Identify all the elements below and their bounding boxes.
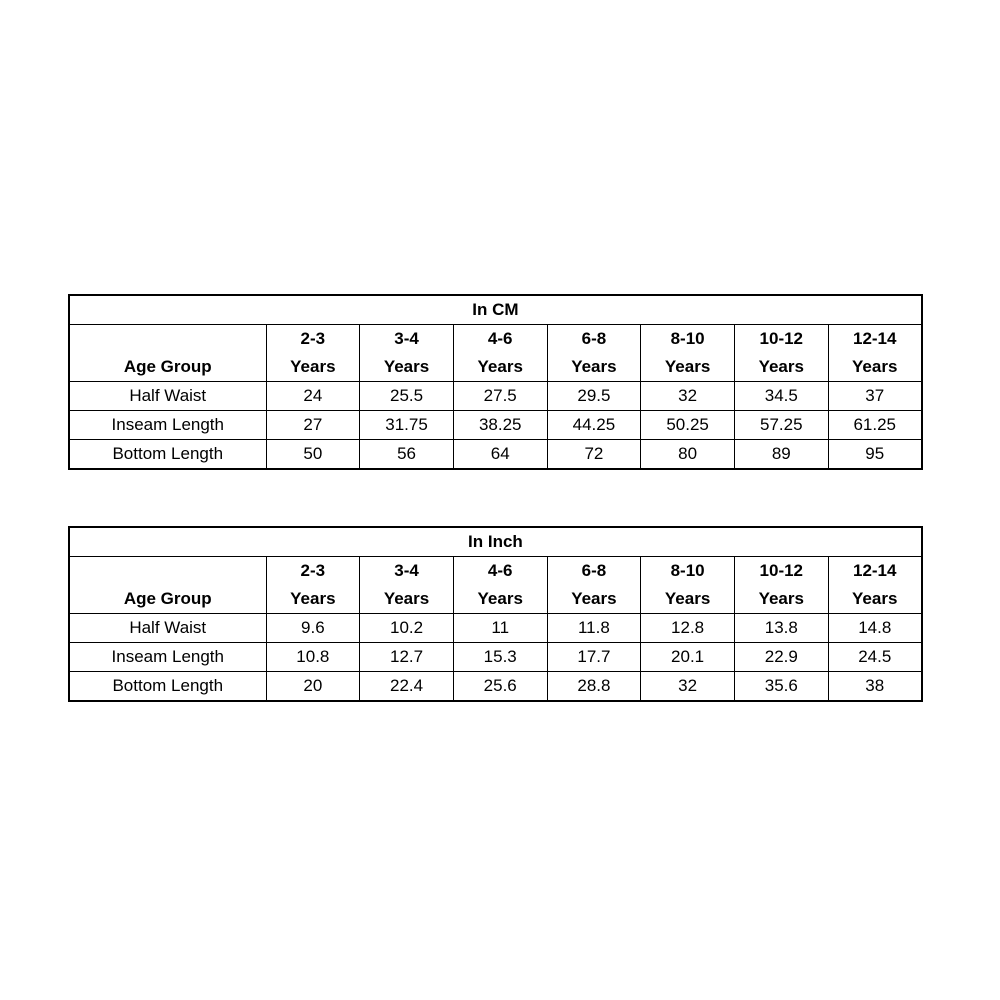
cell-value: 27.5	[453, 382, 547, 411]
cell-value: 12.7	[360, 643, 454, 672]
column-header: 6-8 Years	[547, 325, 641, 382]
row-label: Inseam Length	[69, 411, 266, 440]
cell-value: 34.5	[734, 382, 828, 411]
cell-value: 25.5	[360, 382, 454, 411]
table-title: In Inch	[69, 527, 922, 557]
cell-value: 64	[453, 440, 547, 470]
column-header: 3-4 Years	[360, 557, 454, 614]
cell-value: 24.5	[828, 643, 922, 672]
cell-value: 22.9	[734, 643, 828, 672]
cell-value: 56	[360, 440, 454, 470]
size-table-inch	[68, 526, 923, 702]
table-row	[69, 614, 922, 643]
cell-value: 57.25	[734, 411, 828, 440]
cell-value: 9.6	[266, 614, 360, 643]
row-label: Half Waist	[69, 382, 266, 411]
cell-value: 12.8	[641, 614, 735, 643]
cell-value: 61.25	[828, 411, 922, 440]
cell-value: 38.25	[453, 411, 547, 440]
table-title-row	[69, 295, 922, 325]
row-label: Bottom Length	[69, 440, 266, 470]
cell-value: 95	[828, 440, 922, 470]
cell-value: 44.25	[547, 411, 641, 440]
cell-value: 80	[641, 440, 735, 470]
table-row	[69, 411, 922, 440]
cell-value: 10.2	[360, 614, 454, 643]
cell-value: 20.1	[641, 643, 735, 672]
cell-value: 10.8	[266, 643, 360, 672]
table-title: In CM	[69, 295, 922, 325]
cell-value: 22.4	[360, 672, 454, 702]
cell-value: 29.5	[547, 382, 641, 411]
column-header: 10-12 Years	[734, 557, 828, 614]
table-row	[69, 440, 922, 470]
cell-value: 35.6	[734, 672, 828, 702]
row-header-label: Age Group	[69, 557, 266, 614]
cell-value: 28.8	[547, 672, 641, 702]
column-header: 10-12 Years	[734, 325, 828, 382]
table-title-row	[69, 527, 922, 557]
column-header: 8-10 Years	[641, 325, 735, 382]
cell-value: 11.8	[547, 614, 641, 643]
column-header: 2-3 Years	[266, 325, 360, 382]
cell-value: 31.75	[360, 411, 454, 440]
header-row	[69, 557, 922, 614]
cell-value: 50	[266, 440, 360, 470]
table-row	[69, 643, 922, 672]
cell-value: 25.6	[453, 672, 547, 702]
cell-value: 15.3	[453, 643, 547, 672]
table-row	[69, 382, 922, 411]
row-label: Half Waist	[69, 614, 266, 643]
cell-value: 38	[828, 672, 922, 702]
table-row	[69, 672, 922, 702]
cell-value: 17.7	[547, 643, 641, 672]
column-header: 3-4 Years	[360, 325, 454, 382]
row-label: Bottom Length	[69, 672, 266, 702]
cell-value: 14.8	[828, 614, 922, 643]
header-row	[69, 325, 922, 382]
cell-value: 37	[828, 382, 922, 411]
cell-value: 13.8	[734, 614, 828, 643]
column-header: 12-14 Years	[828, 325, 922, 382]
size-table-cm	[68, 294, 923, 470]
cell-value: 32	[641, 672, 735, 702]
cell-value: 11	[453, 614, 547, 643]
column-header: 4-6 Years	[453, 557, 547, 614]
column-header: 4-6 Years	[453, 325, 547, 382]
column-header: 6-8 Years	[547, 557, 641, 614]
cell-value: 50.25	[641, 411, 735, 440]
cell-value: 89	[734, 440, 828, 470]
cell-value: 32	[641, 382, 735, 411]
cell-value: 72	[547, 440, 641, 470]
cell-value: 20	[266, 672, 360, 702]
column-header: 8-10 Years	[641, 557, 735, 614]
cell-value: 27	[266, 411, 360, 440]
column-header: 2-3 Years	[266, 557, 360, 614]
row-header-label: Age Group	[69, 325, 266, 382]
cell-value: 24	[266, 382, 360, 411]
row-label: Inseam Length	[69, 643, 266, 672]
column-header: 12-14 Years	[828, 557, 922, 614]
